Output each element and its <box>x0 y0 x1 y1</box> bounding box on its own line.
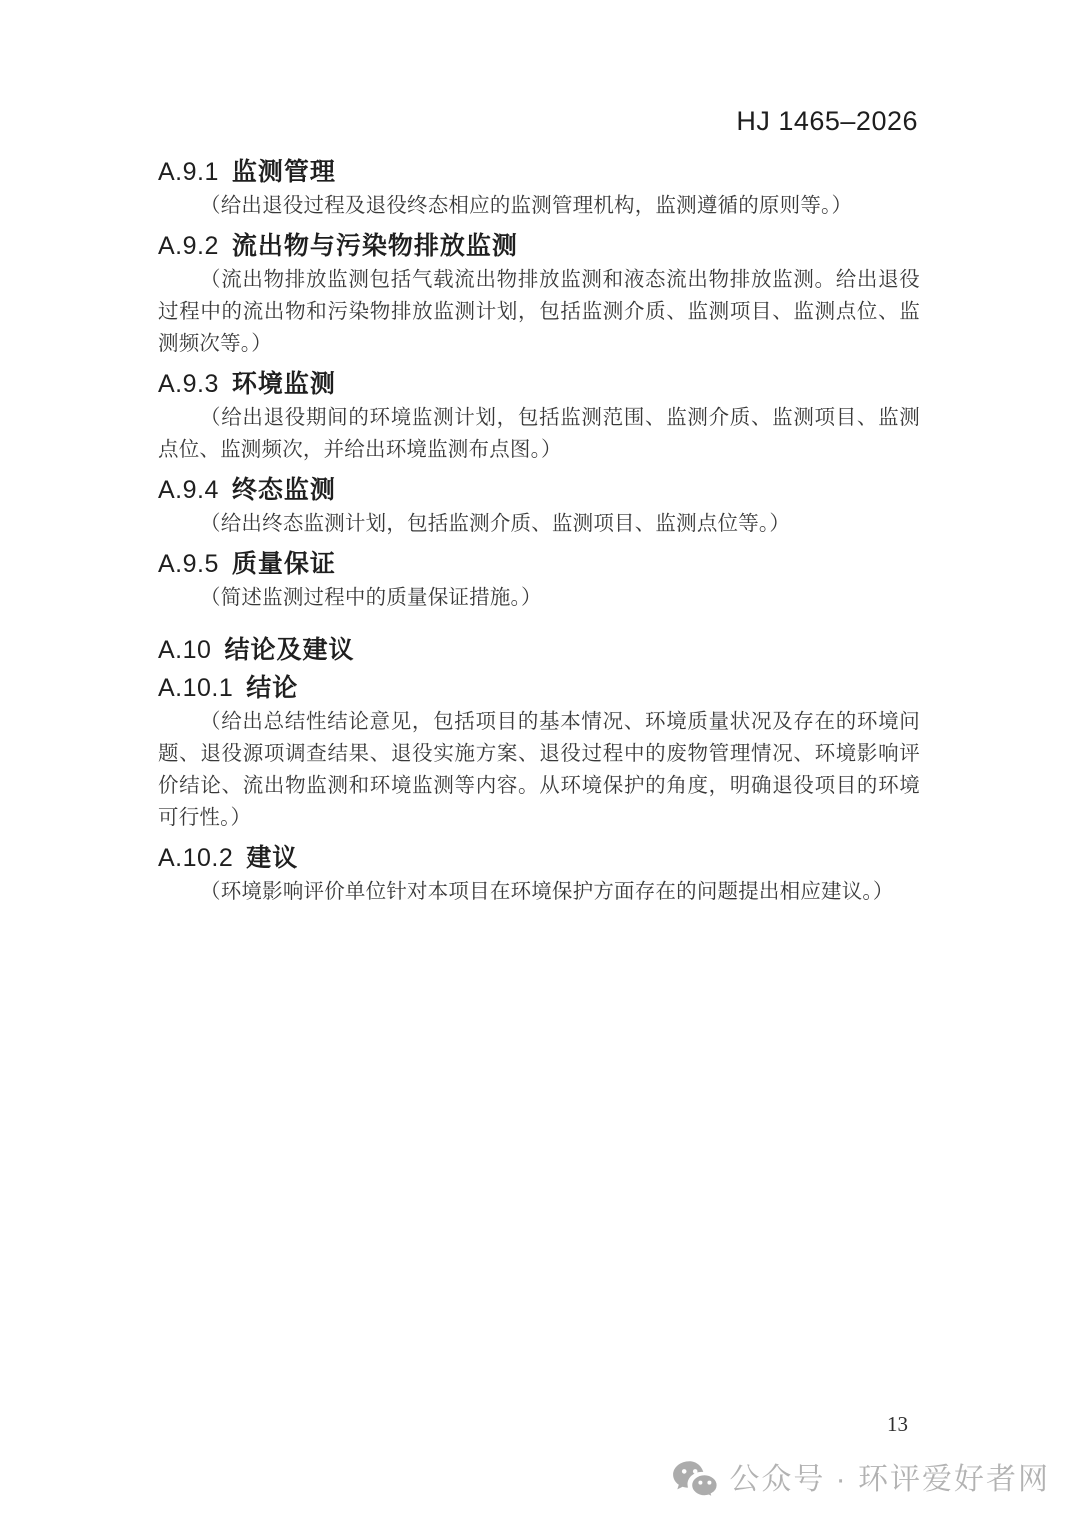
section-a10-2 <box>158 844 920 908</box>
section-number: A.10 <box>158 636 212 664</box>
section-heading <box>158 636 920 664</box>
section-number: A.9.1 <box>158 158 219 186</box>
section-a9-3 <box>158 370 920 466</box>
section-a9-1 <box>158 158 920 222</box>
document-body <box>158 158 920 908</box>
doc-number-header: HJ 1465–2026 <box>736 106 918 136</box>
section-number: A.9.2 <box>158 232 219 260</box>
section-title: 终态监测 <box>231 476 336 504</box>
section-heading <box>158 476 920 504</box>
section-paragraph: （给出总结性结论意见，包括项目的基本情况、环境质量状况及存在的环境问题、退役源项调查结果、退役实施方案、退役过程中的废物管理情况、环境影响评价结论、流出物监测和环境监测等内容。从环境保护的角度，明确退役项目的环境可行性。） <box>158 711 920 829</box>
wechat-icon <box>672 1460 719 1500</box>
section-a9-4 <box>158 476 920 540</box>
section-heading <box>158 674 920 702</box>
section-title: 流出物与污染物排放监测 <box>231 232 518 260</box>
section-heading <box>158 370 920 398</box>
page-number: 13 <box>887 1412 908 1436</box>
section-number: A.10.1 <box>158 674 234 702</box>
section-number: A.10.2 <box>158 844 234 872</box>
section-paragraph: （给出终态监测计划，包括监测介质、监测项目、监测点位等。） <box>200 513 791 535</box>
section-a9-5 <box>158 550 920 614</box>
section-title: 环境监测 <box>231 370 336 398</box>
section-number: A.9.3 <box>158 370 219 398</box>
section-paragraph: （环境影响评价单位针对本项目在环境保护方面存在的问题提出相应建议。） <box>200 881 894 903</box>
section-a10-1 <box>158 674 920 834</box>
watermark-footer <box>672 1460 1050 1500</box>
section-number: A.9.5 <box>158 550 219 578</box>
section-paragraph: （简述监测过程中的质量保证措施。） <box>200 587 542 609</box>
section-paragraph: （给出退役期间的环境监测计划，包括监测范围、监测介质、监测项目、监测点位、监测频次，并给出环境监测布点图。） <box>158 407 920 461</box>
section-title: 结论及建议 <box>224 636 355 664</box>
section-title: 结论 <box>246 674 299 702</box>
section-title: 监测管理 <box>231 158 336 186</box>
section-title: 质量保证 <box>231 550 336 578</box>
section-heading <box>158 158 920 186</box>
section-title: 建议 <box>246 844 299 872</box>
watermark-text: 公众号 · 环评爱好者网 <box>729 1463 1050 1496</box>
section-heading <box>158 232 920 260</box>
section-number: A.9.4 <box>158 476 219 504</box>
section-heading <box>158 550 920 578</box>
section-a10 <box>158 636 920 664</box>
section-heading <box>158 844 920 872</box>
section-paragraph: （给出退役过程及退役终态相应的监测管理机构，监测遵循的原则等。） <box>200 195 853 217</box>
section-paragraph: （流出物排放监测包括气载流出物排放监测和液态流出物排放监测。给出退役过程中的流出物和污染物排放监测计划，包括监测介质、监测项目、监测点位、监测频次等。） <box>158 269 920 355</box>
section-a9-2 <box>158 232 920 360</box>
